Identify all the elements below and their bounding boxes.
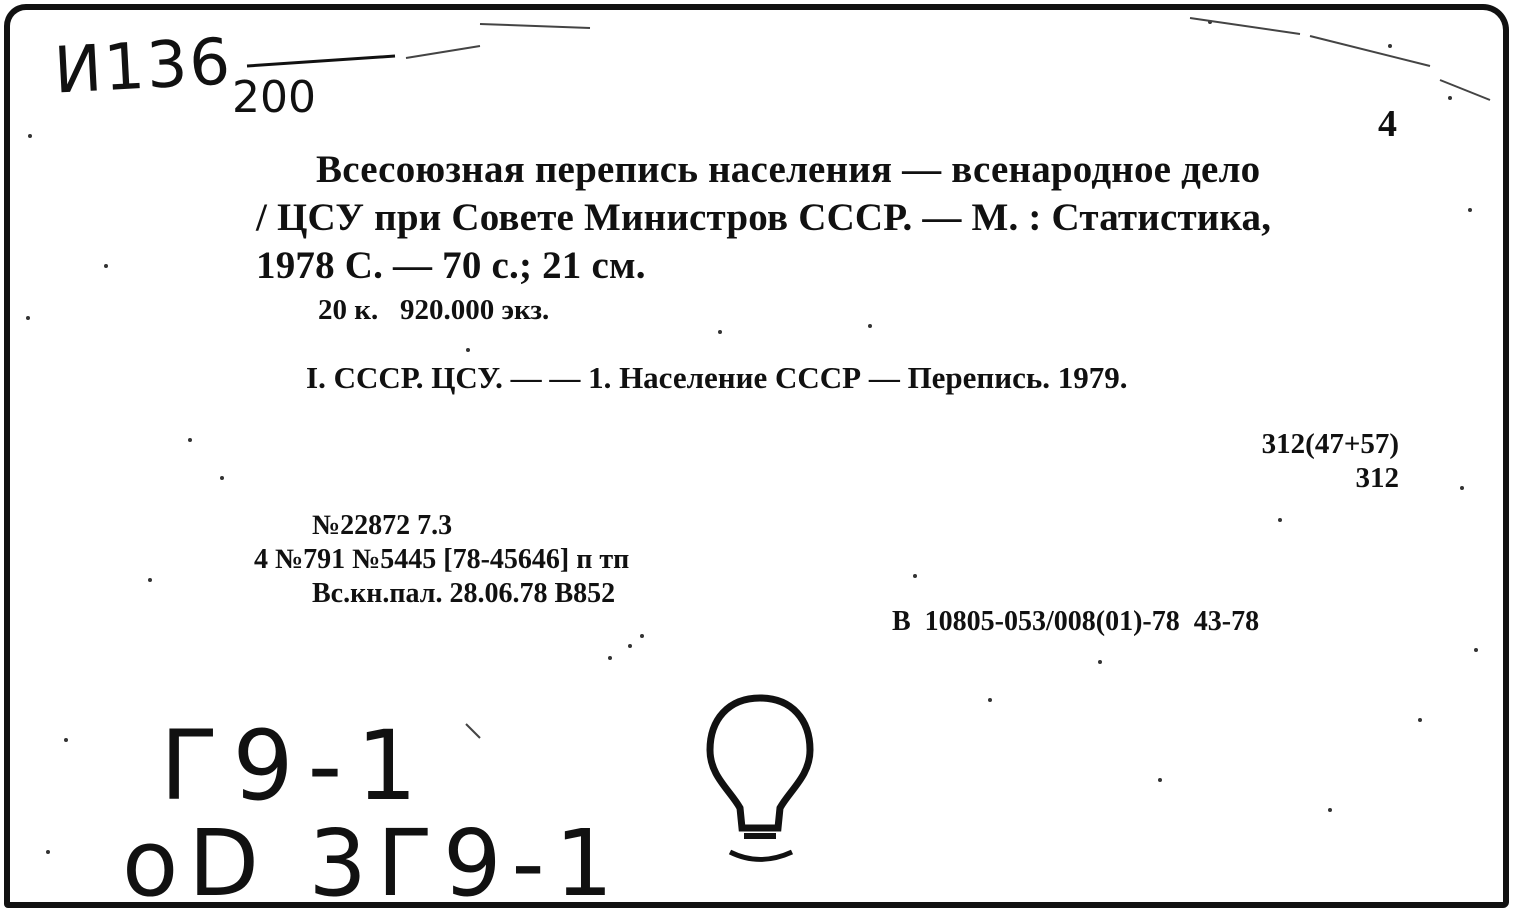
print-line-1: №22872 7.3 [312, 510, 453, 541]
title-line-2: / ЦСУ при Совете Министров СССР. — М. : Статистика, [256, 196, 1272, 239]
code-line: В 10805-053/008(01)-78 43-78 [892, 606, 1260, 637]
print-line-3: Вс.кн.пал. 28.06.78 В852 [312, 578, 616, 609]
card-number: 4 [1378, 103, 1397, 145]
title-line-1: Всесоюзная перепись населения — всенародное дело [316, 148, 1261, 191]
handwritten-note-2: оD 3Г9-1 [122, 810, 624, 908]
paper-specks [10, 10, 1509, 908]
subject-line: I. СССР. ЦСУ. — — 1. Население СССР — Перепись. 1979. [306, 360, 1128, 395]
classification-top: 312(47+57) [1261, 428, 1399, 460]
classification-bottom: 312 [1355, 462, 1399, 494]
print-line-2: 4 №791 №5445 [78-45646] п тп [254, 544, 630, 575]
price-line: 20 к. 920.000 экз. [318, 294, 550, 326]
handwritten-note-1: Г9-1 [160, 710, 432, 822]
handwritten-call-number: И136 [52, 25, 234, 109]
handwritten-call-number-sub: 200 [232, 72, 316, 123]
title-line-3: 1978 С. — 70 с.; 21 см. [256, 244, 646, 287]
catalog-card [4, 4, 1509, 908]
